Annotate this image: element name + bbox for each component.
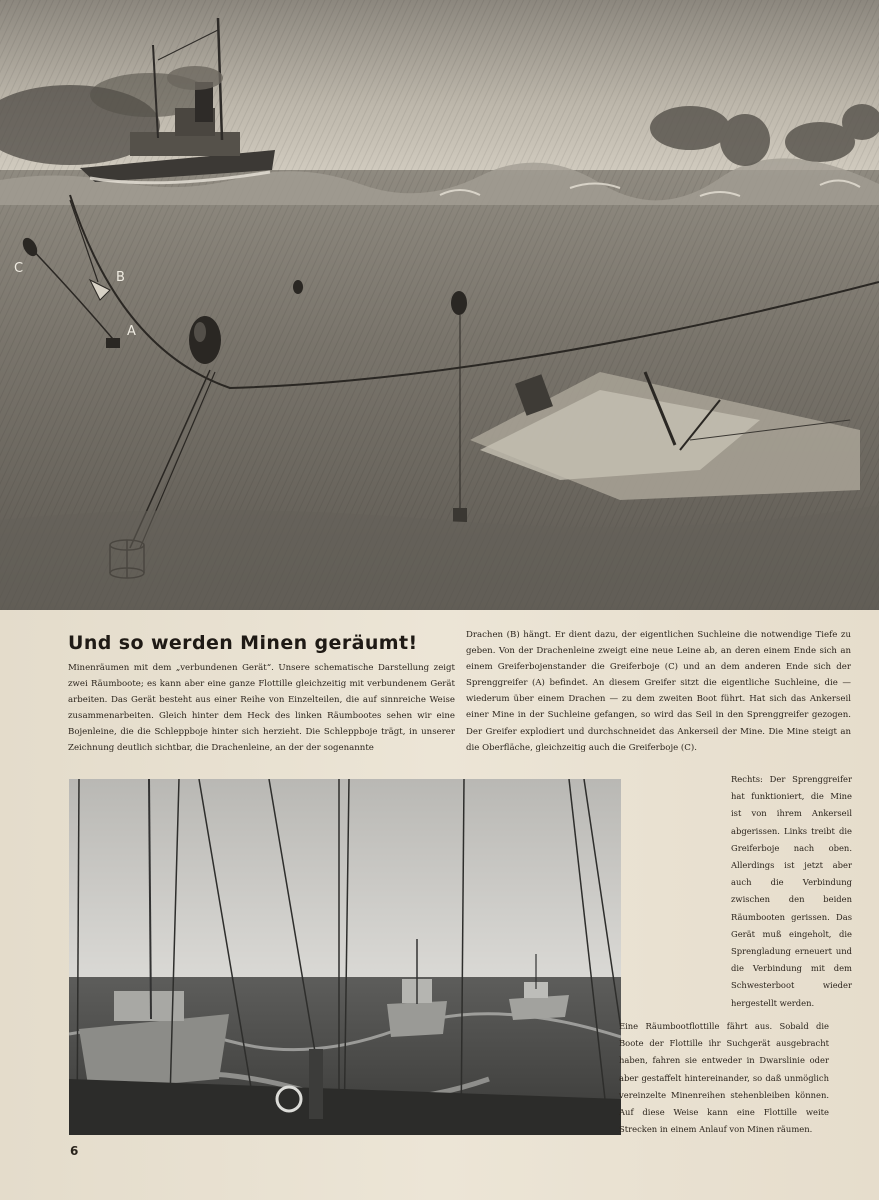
label-c: C — [14, 261, 24, 276]
blasting-gripper-a — [106, 338, 120, 348]
label-a: A — [127, 324, 136, 339]
caption-right: Rechts: Der Sprenggreifer hat funktioniert, die Mine ist von ihrem Ankerseil abgerissen. Links treibt die Greiferboje nach oben. Allerdings ist jetzt aber auch die Verbindung zwischen den beiden Räumbooten gerissen. Das Gerät muß eingeholt, die Sprengladung erneuert und die Verbindung mit dem Schwesterboot wieder hergestellt werden. — [731, 774, 852, 1008]
page-number: 6 — [70, 1144, 79, 1158]
label-b: B — [116, 270, 125, 285]
mine-small — [293, 280, 303, 294]
article-headline: Und so werden Minen geräumt! — [68, 632, 418, 654]
flotilla-photograph — [69, 779, 621, 1135]
article-paragraph-left: Minenräumen mit dem „verbundenen Gerät“. Unsere schematische Darstellung zeigt zwei Räumboote; es kann aber eine ganze Flottille gleichzeitig mit verbundenem Gerät arbeiten. Das Gerät besteht aus einer Reihe von Einzelteilen, die auf sinnreiche Weise zusammenarbeiten. Gleich hinter dem Heck des linken Räumbootes sehen wir eine Bojenleine, die die Schleppboje hinter sich herzieht. Die Schleppboje trägt, in unserer Zeichnung deutlich sichtbar, die Drachenleine, an der der sogenannte — [68, 663, 455, 754]
caption-bottom: Eine Räumbootflottille fährt aus. Sobald die Boote der Flottille ihr Suchgerät ausgebracht haben, fahren sie entweder in Dwarslinie oder aber gestaffelt hintereinander, so daß unmöglich vereinzelte Minenreihen stehenbleiben können. Auf diese Weise kann eine Flottille weite Strecken in einem Anlauf von Minen räumen. — [619, 1021, 829, 1135]
photo-scene — [69, 779, 621, 1135]
article-paragraph-right: Drachen (B) hängt. Er dient dazu, der eigentlichen Suchleine die notwendige Tiefe zu geben. Von der Drachenleine zweigt eine neue Leine ab, an deren einem Ende sich an einem Greiferbojenstander die Greiferboje (C) und an dem anderen Ende sich der Sprenggreifer (A) befindet. An diesem Greifer sitzt die eigentliche Suchleine, die — wiederum über einem Drachen — zu dem zweiten Boot führt. Hat sich das Ankerseil einer Mine in der Suchleine gefangen, so wird das Seil in den Sprenggreifer gezogen. Der Greifer explodiert und durchschneidet das Ankerseil der Mine. Die Mine steigt an die Oberfläche, gleichzeitig auch die Greiferboje (C). — [466, 630, 851, 753]
